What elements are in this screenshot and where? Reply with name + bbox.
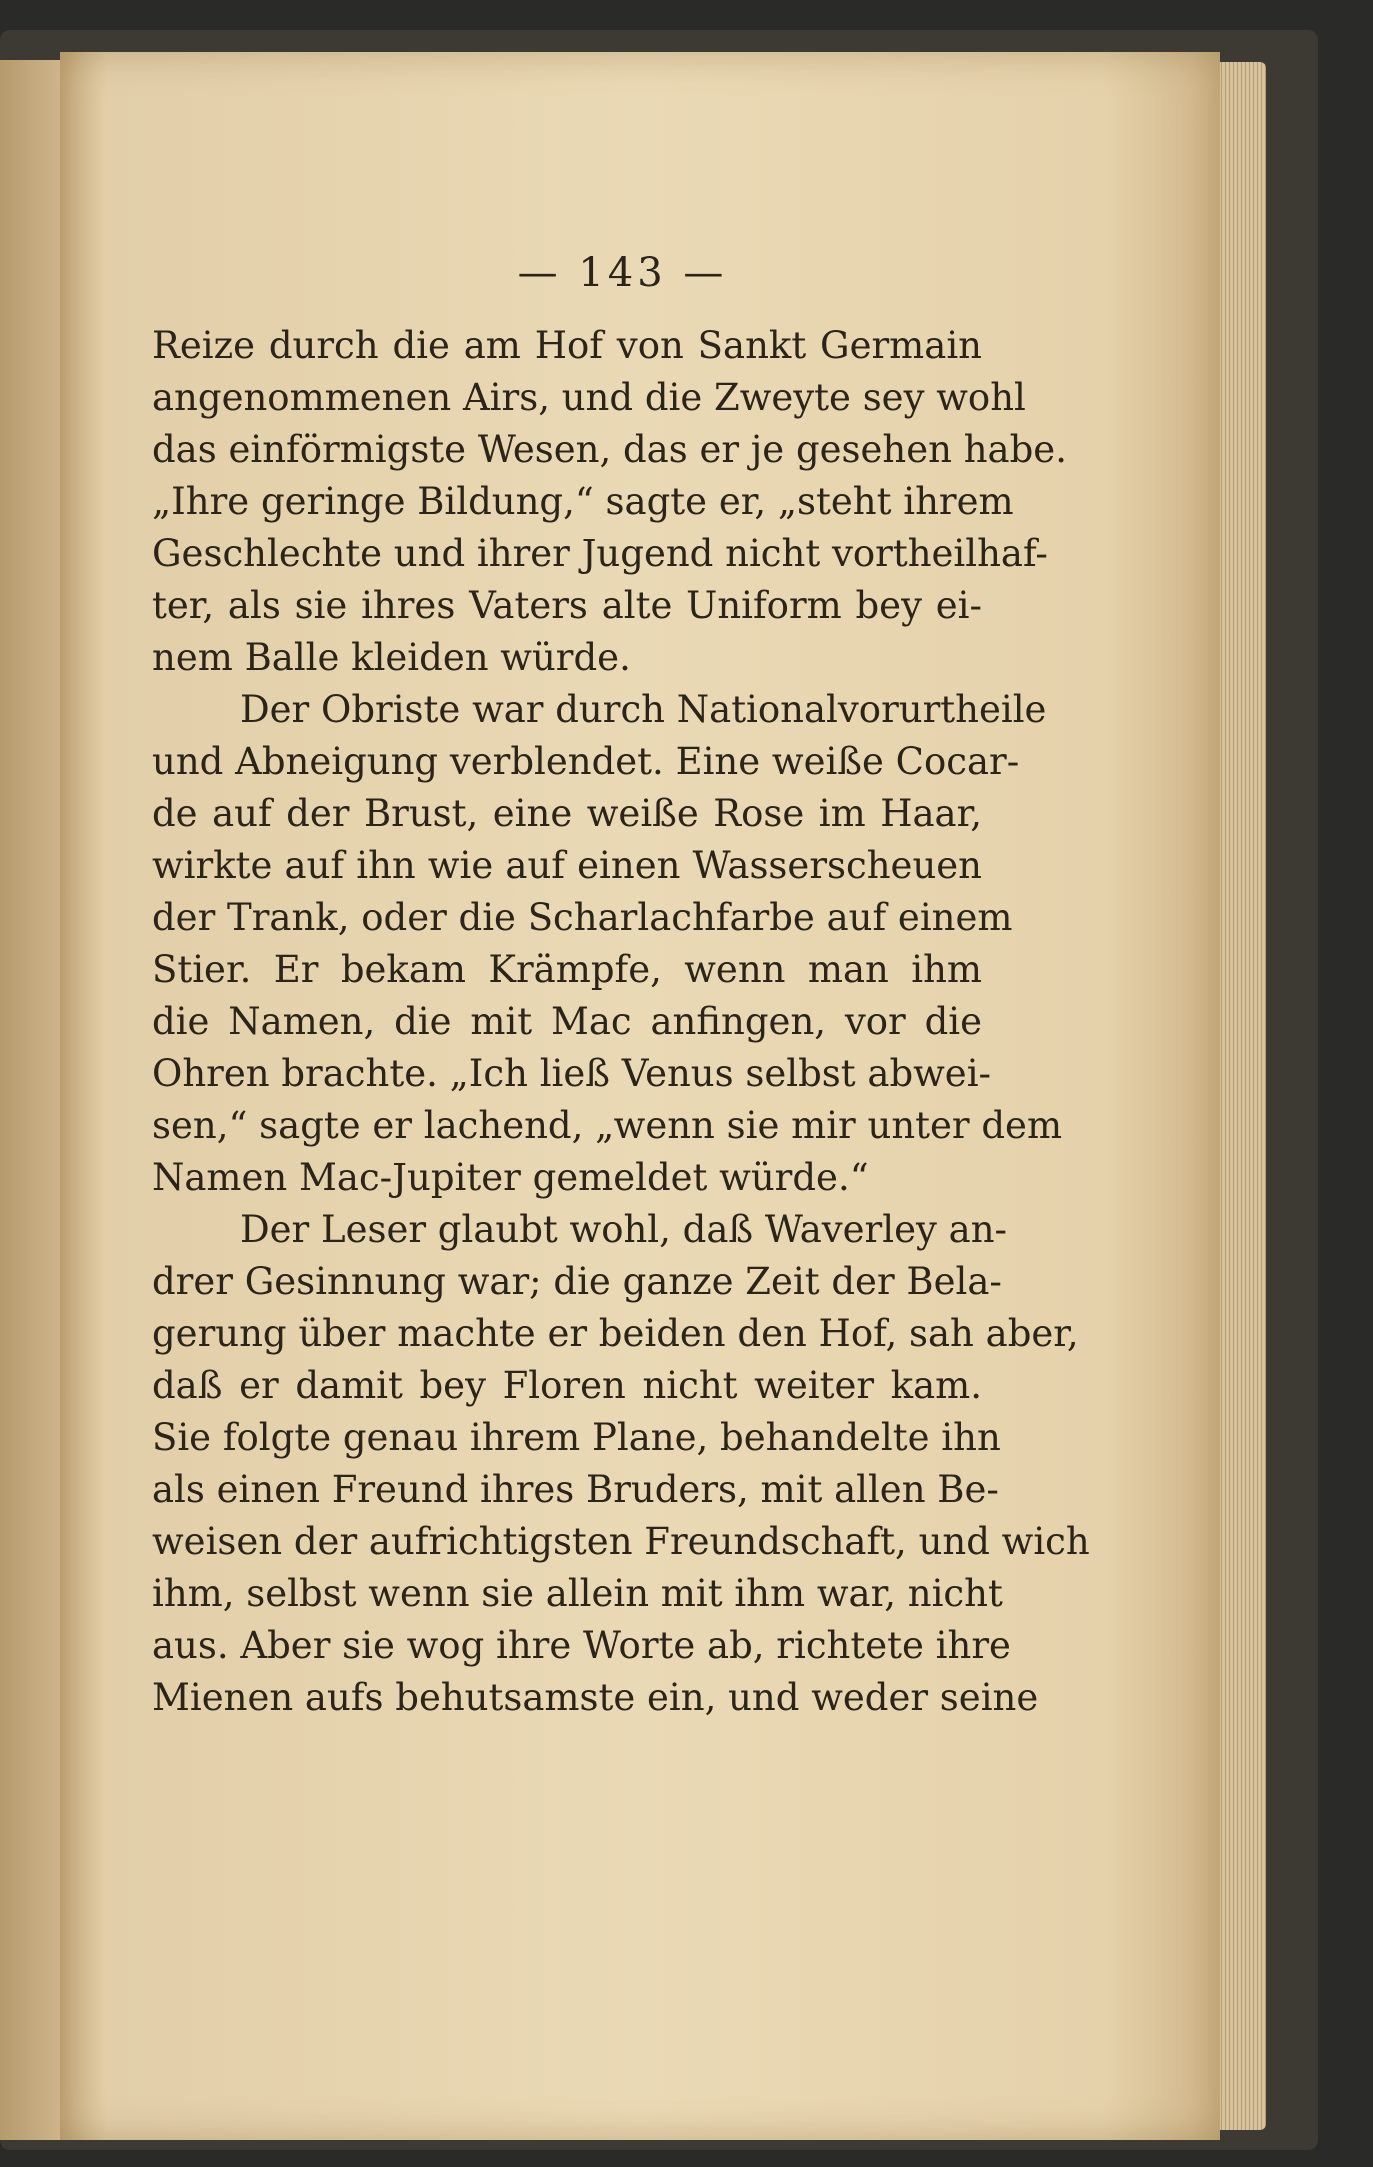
text-line: Der Obriste war durch Nationalvorurtheile (240, 688, 1047, 731)
body-text (152, 320, 1090, 1724)
text-line: ter, als sie ihres Vaters alte Uniform bey ei- (152, 584, 982, 627)
text-line: ihm, selbst wenn sie allein mit ihm war, nicht (152, 1572, 1003, 1615)
text-line: sen,“ sagte er lachend, „wenn sie mir unter dem (152, 1104, 1063, 1147)
text-line: das einförmigste Wesen, das er je gesehen habe. (152, 428, 1067, 471)
text-line: Stier. Er bekam Krämpfe, wenn man ihm (152, 948, 982, 991)
text-line: der Trank, oder die Scharlachfarbe auf einem (152, 896, 1013, 939)
text-line: „Ihre geringe Bildung,“ sagte er, „steht ihrem (152, 480, 1014, 523)
text-line: weisen der aufrichtigsten Freundschaft, und wich (152, 1520, 1090, 1563)
text-line: aus. Aber sie wog ihre Worte ab, richtete ihre (152, 1624, 1011, 1667)
text-line: und Abneigung verblendet. Eine weiße Cocar- (152, 740, 1020, 783)
page-block-edges (1218, 62, 1266, 2130)
text-line: drer Gesinnung war; die ganze Zeit der Bela- (152, 1260, 1002, 1303)
text-line: die Namen, die mit Mac anfingen, vor die (152, 1000, 982, 1043)
facing-page-edge (0, 60, 62, 2140)
text-line: Geschlechte und ihrer Jugend nicht vortheilhaf- (152, 532, 1048, 575)
text-line: nem Balle kleiden würde. (152, 636, 631, 679)
text-line: Namen Mac-Jupiter gemeldet würde.“ (152, 1156, 869, 1199)
text-line: Mienen aufs behutsamste ein, und weder seine (152, 1676, 1039, 1719)
text-line: Reize durch die am Hof von Sankt Germain (152, 324, 982, 367)
text-line: daß er damit bey Floren nicht weiter kam. (152, 1364, 982, 1407)
text-line: Der Leser glaubt wohl, daß Waverley an- (240, 1208, 1008, 1251)
page-number: — 143 — (517, 250, 728, 296)
text-line: angenommenen Airs, und die Zweyte sey wohl (152, 376, 1026, 419)
text-line: als einen Freund ihres Bruders, mit allen Be- (152, 1468, 999, 1511)
text-line: Ohren brachte. „Ich ließ Venus selbst abwei- (152, 1052, 992, 1095)
text-line: de auf der Brust, eine weiße Rose im Haar, (152, 792, 982, 835)
text-line: wirkte auf ihn wie auf einen Wasserscheuen (152, 844, 982, 887)
text-line: gerung über machte er beiden den Hof, sah aber, (152, 1312, 1079, 1355)
text-line: Sie folgte genau ihrem Plane, behandelte ihn (152, 1416, 1001, 1459)
